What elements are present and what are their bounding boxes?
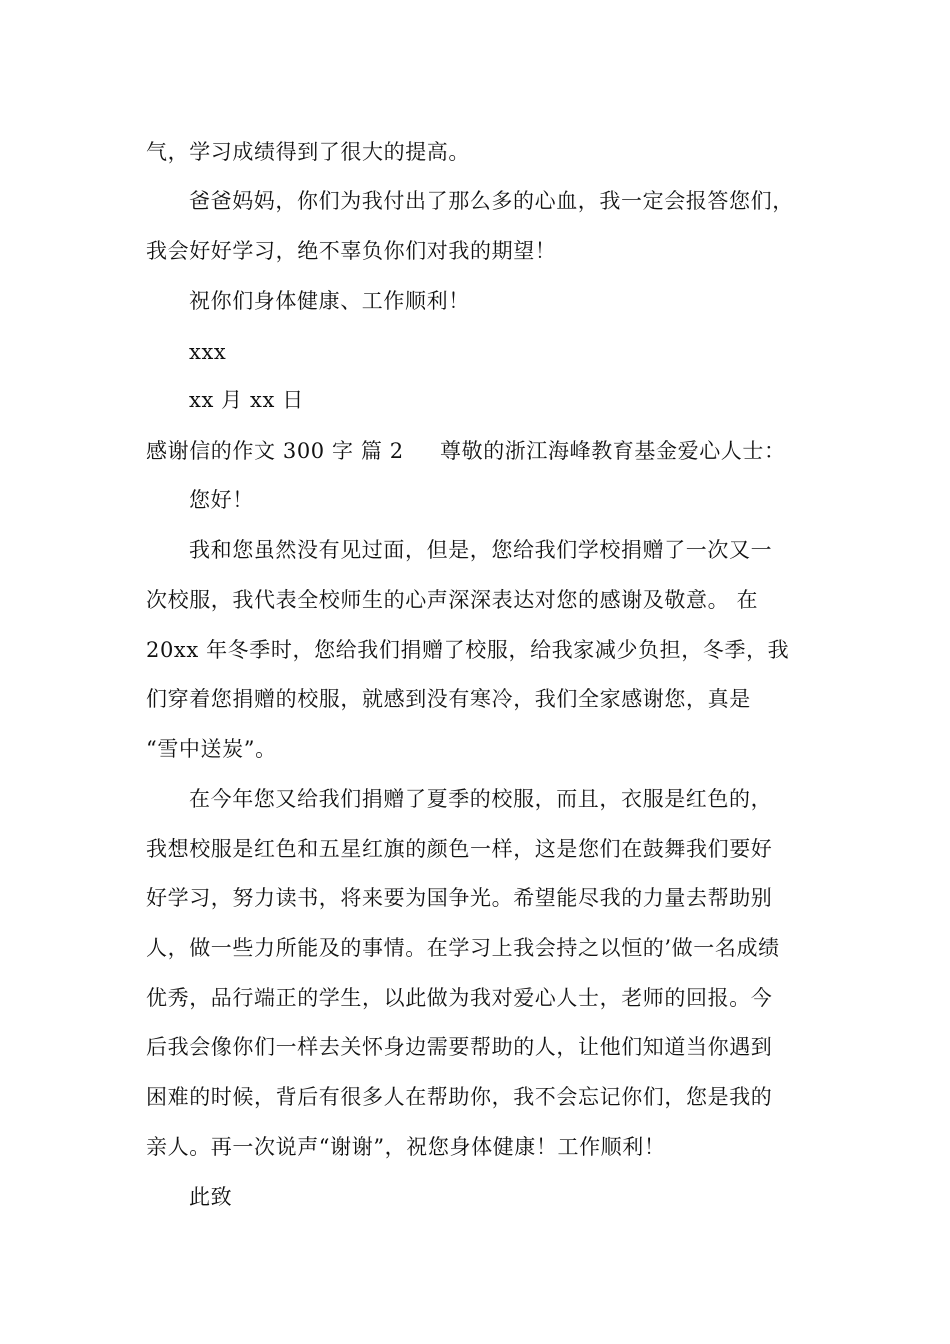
- paragraph-line: 好学习，努力读书，将来要为国争光。希望能尽我的力量去帮助别: [146, 886, 773, 910]
- paragraph-line: 后我会像你们一样去关怀身边需要帮助的人，让他们知道当你遇到: [146, 1035, 773, 1059]
- paragraph-line: 困难的时候，背后有很多人在帮助你，我不会忘记你们，您是我的: [146, 1085, 773, 1109]
- paragraph-line: 气，学习成绩得到了很大的提高。: [146, 140, 470, 164]
- paragraph-line: 次校服，我代表全校师生的心声深深表达对您的感谢及敬意。 在: [146, 588, 759, 612]
- paragraph-line: 优秀，品行端正的学生，以此做为我对爱心人士，老师的回报。今: [146, 986, 773, 1010]
- paragraph-line: 们穿着您捐赠的校服，就感到没有寒冷，我们全家感谢您，真是: [146, 687, 751, 711]
- signature: xxx: [189, 340, 227, 364]
- closing-phrase: 此致: [189, 1185, 233, 1209]
- paragraph-line: 我和您虽然没有见过面，但是，您给我们学校捐赠了一次又一: [189, 538, 773, 562]
- salutation: 尊敬的浙江海峰教育基金爱心人士：: [440, 439, 786, 463]
- paragraph-line: “雪中送炭”。: [146, 737, 277, 761]
- paragraph-line: 在今年您又给我们捐赠了夏季的校服，而且，衣服是红色的，: [189, 787, 773, 811]
- greeting: 您好！: [189, 488, 254, 512]
- section-heading: 感谢信的作文 300 字 篇 2: [146, 439, 404, 463]
- paragraph-line: 20xx 年冬季时，您给我们捐赠了校服，给我家减少负担，冬季，我: [146, 638, 790, 662]
- paragraph-line: 人，做一些力所能及的事情。在学习上我会持之以恒的’做一名成绩: [146, 936, 780, 960]
- paragraph-line: 爸爸妈妈，你们为我付出了那么多的心血，我一定会报答您们，: [189, 189, 794, 213]
- paragraph-line: 我会好好学习，绝不辜负你们对我的期望！: [146, 239, 557, 263]
- closing-wish: 祝你们身体健康、工作顺利！: [189, 289, 470, 313]
- date: xx 月 xx 日: [189, 388, 304, 412]
- paragraph-line: 亲人。再一次说声“谢谢”，祝您身体健康！工作顺利！: [146, 1135, 666, 1159]
- paragraph-line: 我想校服是红色和五星红旗的颜色一样，这是您们在鼓舞我们要好: [146, 837, 773, 861]
